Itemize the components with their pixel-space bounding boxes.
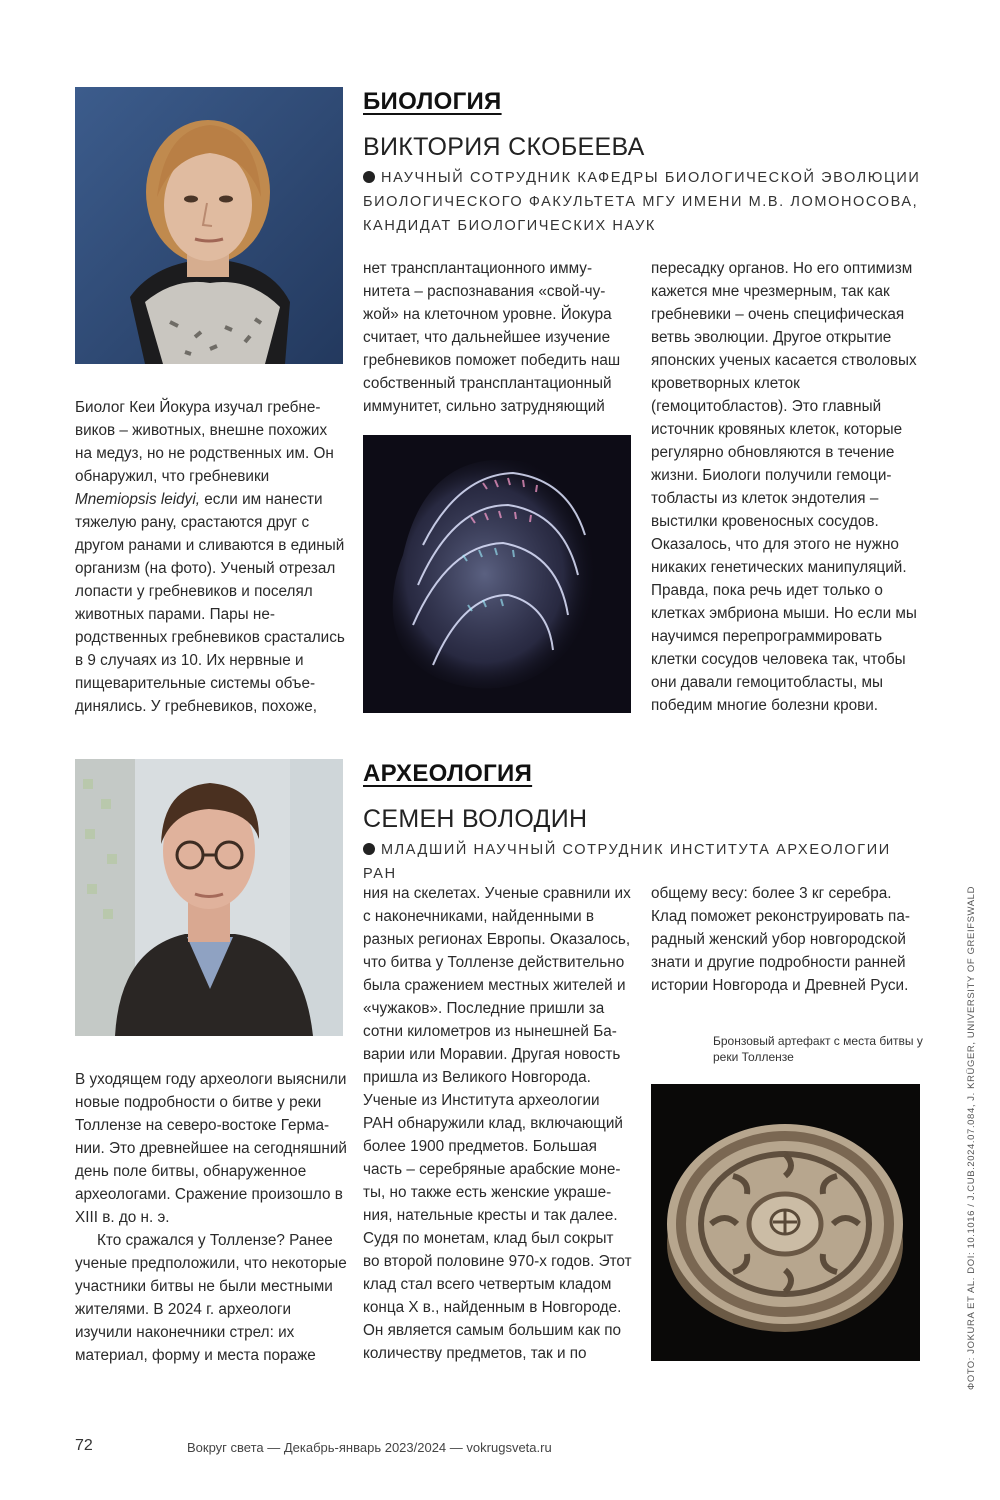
biology-column-2 bbox=[363, 257, 621, 418]
magazine-name: Вокруг света bbox=[187, 1440, 264, 1455]
bullet-dot-icon bbox=[363, 171, 375, 183]
scientist-role-volodin bbox=[363, 838, 923, 886]
biology-column-3 bbox=[651, 257, 921, 717]
scientist-role-skobeeva bbox=[363, 166, 923, 238]
archaeology-column-1-para-1: В уходящем году археологи выяснили новые подробности о битве у реки Толлензе на северо-востоке Германии. Это древнейшее на сегодняшний день поле битвы, обнаруженное археологами. Сражение произошло в XIII в. до н. э. bbox=[75, 1071, 347, 1226]
biology-column-3-text: пересадку органов. Но его оптимизм кажется мне чрезмерным, так как гребневики – очень специфическая ветвь эволюции. Другое открытие японских ученых касается стволовых кроветворных клеток (гемоцитобластов). Это главный источник кровяных клеток, которые регулярно обновляются в течение жизни. Биологи получили гемоцитобласты из клеток эндотелия – выстилки кровеносных сосудов. Оказалось, что для этого не нужно никаких генетических манипуляций. Правда, пока речь идет только о клетках эмбриона мыши. Но если мы научимся перепрограммировать клетки сосудов человека так, чтобы они давали гемоцитобласты, мы победим многие болезни крови. bbox=[651, 260, 917, 714]
biology-column-1-text bbox=[75, 396, 345, 718]
archaeology-column-3 bbox=[651, 882, 921, 997]
species-name: Mnemiopsis leidyi, bbox=[75, 491, 200, 508]
scientist-role-text: МЛАДШИЙ НАУЧНЫЙ СОТРУДНИК ИНСТИТУТА АРХЕОЛОГИИ РАН bbox=[363, 842, 891, 882]
archaeology-column-2 bbox=[363, 882, 633, 1365]
ctenophore-photo bbox=[363, 435, 631, 713]
bullet-dot-icon bbox=[363, 843, 375, 855]
footer-line bbox=[187, 1440, 552, 1455]
section-heading-biology: БИОЛОГИЯ bbox=[363, 88, 502, 115]
biology-col1-rest: если им нанести тяжелую рану, срастаются друг с другом ранами и сливаются в единый организм (на фото). Ученый отрезал лопасти у гребневиков и поселял животных парами. Пары неродственных гребневиков срастались в 9 случаях из 10. Их нервные и пищеварительные системы объединялись. У гребневиков, похоже, bbox=[75, 491, 345, 715]
scientist-name-volodin: СЕМЕН ВОЛОДИН bbox=[363, 805, 588, 833]
biology-column-1 bbox=[75, 396, 345, 718]
scientist-role-text: НАУЧНЫЙ СОТРУДНИК КАФЕДРЫ БИОЛОГИЧЕСКОЙ ЭВОЛЮЦИИ БИОЛОГИЧЕСКОГО ФАКУЛЬТЕТА МГУ ИМЕНИ М.В. ЛОМОНОСОВА, КАНДИДАТ БИОЛОГИЧЕСКИХ НАУК bbox=[363, 170, 921, 234]
photo-credit: ФОТО: JOKURA ET AL. DOI: 10.1016 / J.CUB.2024.07.084, J. KRÜGER, UNIVERSITY OF GREIFSWALD bbox=[966, 885, 977, 1390]
archaeology-column-1 bbox=[75, 1068, 347, 1367]
scientist-photo-skobeeva bbox=[75, 87, 343, 364]
bronze-artifact-photo bbox=[651, 1084, 920, 1361]
artifact-caption: Бронзовый артефакт с места битвы у реки Толлензе bbox=[713, 1034, 923, 1064]
scientist-photo-volodin bbox=[75, 759, 343, 1036]
section-heading-archaeology: АРХЕОЛОГИЯ bbox=[363, 760, 533, 787]
archaeology-column-1-para-2: Кто сражался у Толлензе? Ранее ученые предположили, что некоторые участники битвы не были местными жителями. В 2024 г. археологи изучили наконечники стрел: их материал, форму и места пораже bbox=[75, 1232, 347, 1364]
biology-column-2-text: нет трансплантационного иммунитета – распознавания «свой-чужой» на клеточном уровне. Йокура считает, что дальнейшее изучение гребневиков поможет победить наш собственный трансплантационный иммунитет, сильно затрудняющий bbox=[363, 260, 621, 415]
footer-separator: — bbox=[449, 1440, 463, 1455]
archaeology-column-3-text: общему весу: более 3 кг серебра. Клад поможет реконструировать парадный женский убор новгородской знати и другие подробности ранней истории Новгорода и Древней Руси. bbox=[651, 885, 910, 994]
website-link[interactable]: vokrugsveta.ru bbox=[466, 1440, 552, 1455]
archaeology-column-2-text: ния на скелетах. Ученые сравнили их с наконечниками, найденными в разных регионах Европы. Оказалось, что битва у Толлензе действительно была сражением местных жителей и «чужаков». Последние пришли за сотни километров из нынешней Баварии или Моравии. Другая новость пришла из Великого Новгорода. Ученые из Института археологии РАН обнаружили клад, включающий более 1900 предметов. Большая часть – серебряные арабские монеты, но также есть женские украшения, нательные кресты и так далее. Судя по монетам, клад был сокрыт во второй половине 970-х годов. Этот клад стал всего четвертым кладом конца X в., найденным в Новгороде. Он является самым большим как по количеству предметов, так и по bbox=[363, 885, 632, 1362]
biology-col1-lead: Биолог Кеи Йокура изучал гребневиков – животных, внешне похожих на медуз, но не родственных им. Он обнаружил, что гребневики bbox=[75, 399, 334, 485]
page-number: 72 bbox=[75, 1437, 93, 1454]
scientist-name-skobeeva: ВИКТОРИЯ СКОБЕЕВА bbox=[363, 133, 645, 161]
issue-date: Декабрь-январь 2023/2024 bbox=[283, 1440, 447, 1455]
footer-separator: — bbox=[267, 1440, 281, 1455]
